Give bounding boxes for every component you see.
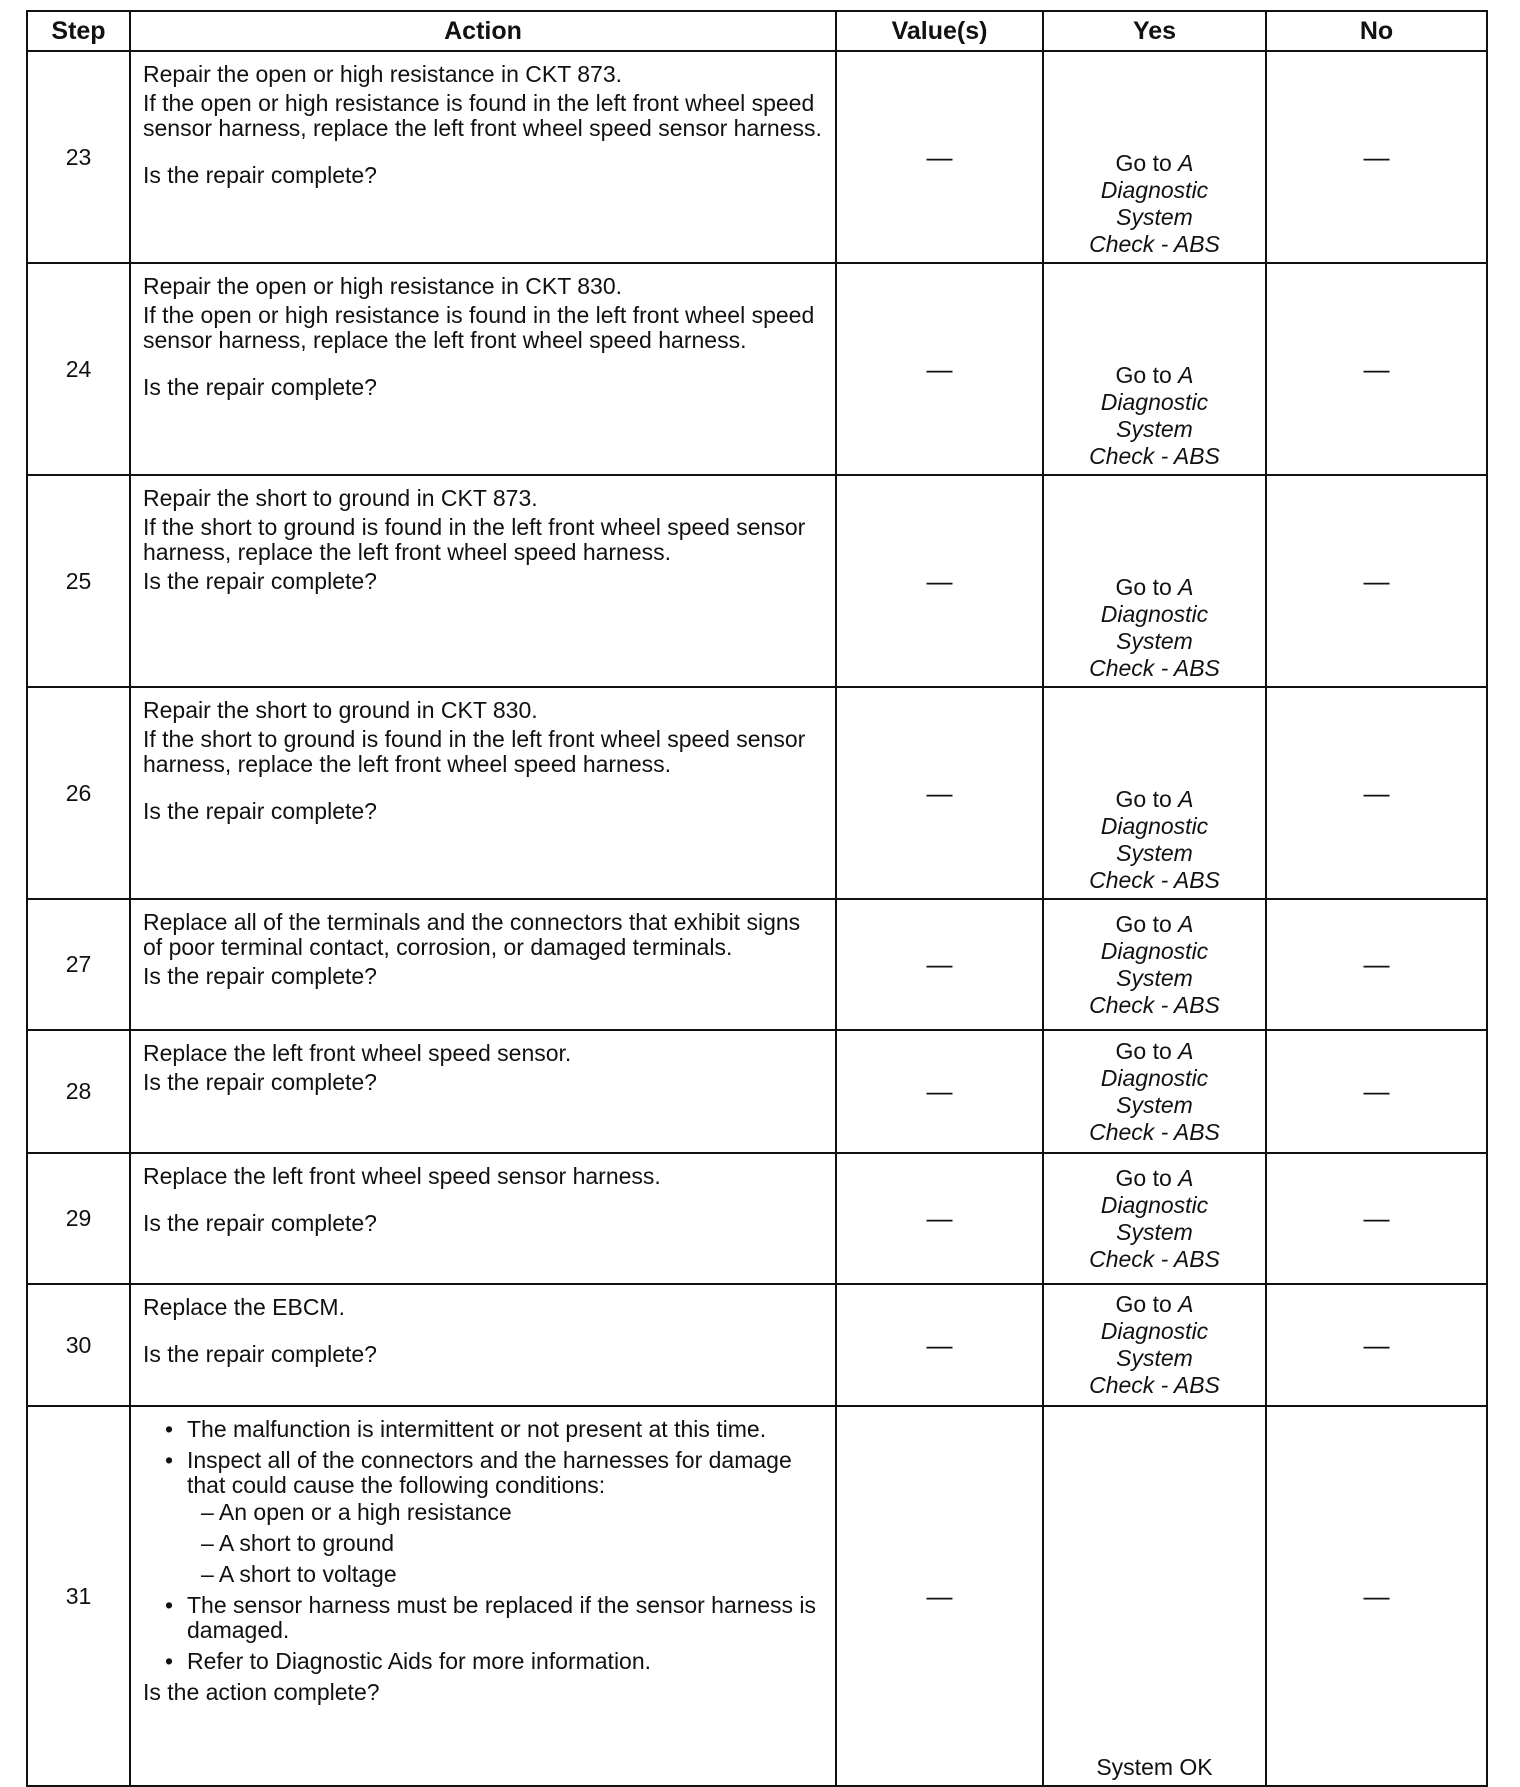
header-step: Step bbox=[27, 11, 130, 51]
header-yes: Yes bbox=[1043, 11, 1266, 51]
goto-target: System bbox=[1116, 1345, 1193, 1371]
value-cell: — bbox=[836, 1030, 1043, 1153]
goto-target: Diagnostic bbox=[1100, 1064, 1209, 1091]
action-question: Is the repair complete? bbox=[143, 963, 377, 989]
action-text: Repair the short to ground in CKT 873. bbox=[143, 485, 538, 511]
action-cell bbox=[130, 687, 836, 899]
goto-target: Diagnostic bbox=[1100, 813, 1209, 839]
value-cell: — bbox=[836, 263, 1043, 475]
action-cell bbox=[130, 1030, 836, 1153]
value-cell: — bbox=[836, 1406, 1043, 1786]
step-number: 24 bbox=[27, 263, 130, 475]
action-question: Is the action complete? bbox=[143, 1679, 380, 1705]
goto-target: Diagnostic bbox=[1100, 1318, 1209, 1344]
action-text: If the short to ground is found in the left front wheel speed sensor harness, replace the left front wheel speed harness. bbox=[143, 514, 806, 565]
diagnostic-table bbox=[26, 10, 1488, 1787]
action-question: Is the repair complete? bbox=[143, 1210, 377, 1236]
yes-cell bbox=[1043, 51, 1266, 263]
action-question: Is the repair complete? bbox=[143, 798, 377, 824]
bullet-item: • Refer to Diagnostic Aids for more information. bbox=[165, 1648, 652, 1674]
action-cell bbox=[130, 1284, 836, 1406]
header-row bbox=[27, 11, 1487, 51]
goto-target: Check - ABS bbox=[1089, 1118, 1220, 1145]
action-question: Is the repair complete? bbox=[143, 1341, 377, 1367]
goto-target: A bbox=[1178, 150, 1194, 176]
no-cell: — bbox=[1266, 51, 1487, 263]
yes-cell: System OK bbox=[1043, 1406, 1266, 1786]
action-cell bbox=[130, 1153, 836, 1284]
goto-target: A bbox=[1178, 362, 1194, 388]
yes-cell bbox=[1043, 1030, 1266, 1153]
goto-target: System bbox=[1116, 840, 1193, 866]
header-action: Action bbox=[130, 11, 836, 51]
table-row bbox=[27, 1153, 1487, 1284]
bullet-item: • Inspect all of the connectors and the harnesses for damage that could cause the following conditions: – An open or a high resistance – A short to ground – A short to voltage bbox=[163, 1448, 823, 1587]
action-question: Is the repair complete? bbox=[143, 1069, 377, 1095]
goto-target: System bbox=[1116, 964, 1193, 991]
value-cell: — bbox=[836, 1284, 1043, 1406]
goto-target: A bbox=[1178, 910, 1194, 937]
table-row bbox=[27, 263, 1487, 475]
header-no: No bbox=[1266, 11, 1487, 51]
action-text: If the short to ground is found in the left front wheel speed sensor harness, replace the left front wheel speed harness. bbox=[143, 726, 806, 777]
step-number: 28 bbox=[27, 1030, 130, 1153]
goto-target: Check - ABS bbox=[1089, 1372, 1220, 1398]
no-cell: — bbox=[1266, 1284, 1487, 1406]
goto-text: Go to bbox=[1115, 1291, 1172, 1317]
action-text: Replace all of the terminals and the connectors that exhibit signs of poor terminal contact, corrosion, or damaged terminals. bbox=[143, 909, 801, 960]
yes-cell bbox=[1043, 263, 1266, 475]
action-question: Is the repair complete? bbox=[143, 374, 377, 400]
table-row bbox=[27, 899, 1487, 1030]
no-cell: — bbox=[1266, 687, 1487, 899]
value-cell: — bbox=[836, 51, 1043, 263]
diagnostic-table-page bbox=[26, 10, 1486, 1787]
action-text: If the open or high resistance is found in the left front wheel speed sensor harness, replace the left front wheel speed sensor harness. bbox=[143, 90, 822, 141]
goto-text: Go to bbox=[1115, 150, 1172, 176]
action-cell bbox=[130, 51, 836, 263]
goto-target: A bbox=[1178, 574, 1194, 600]
yes-cell bbox=[1043, 1284, 1266, 1406]
value-cell: — bbox=[836, 899, 1043, 1030]
goto-target: Check - ABS bbox=[1089, 231, 1220, 257]
no-cell: — bbox=[1266, 1030, 1487, 1153]
condition-item: – A short to voltage bbox=[201, 1561, 397, 1587]
step-number: 30 bbox=[27, 1284, 130, 1406]
action-cell bbox=[130, 899, 836, 1030]
action-text: Replace the EBCM. bbox=[143, 1294, 345, 1320]
yes-cell bbox=[1043, 687, 1266, 899]
no-cell: — bbox=[1266, 899, 1487, 1030]
table-row bbox=[27, 1406, 1487, 1786]
goto-target: Diagnostic bbox=[1100, 937, 1209, 964]
no-cell: — bbox=[1266, 475, 1487, 687]
no-cell: — bbox=[1266, 263, 1487, 475]
goto-target: Check - ABS bbox=[1089, 867, 1220, 893]
goto-target: A bbox=[1178, 1037, 1194, 1064]
goto-target: A bbox=[1178, 786, 1194, 812]
bullet-list bbox=[143, 1417, 823, 1674]
goto-target: Diagnostic bbox=[1100, 1191, 1209, 1218]
goto-text: Go to bbox=[1115, 1037, 1172, 1064]
action-text: Repair the short to ground in CKT 830. bbox=[143, 697, 538, 723]
goto-text: Go to bbox=[1115, 786, 1172, 812]
table-row bbox=[27, 687, 1487, 899]
condition-item: – An open or a high resistance bbox=[201, 1499, 512, 1525]
goto-text: Go to bbox=[1115, 574, 1172, 600]
value-cell: — bbox=[836, 475, 1043, 687]
action-question: Is the repair complete? bbox=[143, 568, 377, 594]
action-cell bbox=[130, 263, 836, 475]
action-text: Replace the left front wheel speed sensor. bbox=[143, 1040, 572, 1066]
goto-text: Go to bbox=[1115, 1164, 1172, 1191]
action-cell bbox=[130, 475, 836, 687]
goto-target: System bbox=[1116, 1091, 1193, 1118]
goto-target: System bbox=[1116, 1218, 1193, 1245]
no-cell: — bbox=[1266, 1406, 1487, 1786]
goto-target: Check - ABS bbox=[1089, 443, 1220, 469]
step-number: 31 bbox=[27, 1406, 130, 1786]
action-text: Repair the open or high resistance in CKT 873. bbox=[143, 61, 623, 87]
yes-cell bbox=[1043, 899, 1266, 1030]
goto-target: Check - ABS bbox=[1089, 991, 1220, 1018]
goto-text: Go to bbox=[1115, 362, 1172, 388]
table-row bbox=[27, 1284, 1487, 1406]
step-number: 27 bbox=[27, 899, 130, 1030]
action-text: Replace the left front wheel speed sensor harness. bbox=[143, 1163, 661, 1189]
goto-target: System bbox=[1116, 416, 1193, 442]
action-text: If the open or high resistance is found in the left front wheel speed sensor harness, replace the left front wheel speed harness. bbox=[143, 302, 815, 353]
table-row bbox=[27, 475, 1487, 687]
bullet-item: • The malfunction is intermittent or not present at this time. bbox=[165, 1416, 767, 1442]
goto-text: Go to bbox=[1115, 910, 1172, 937]
goto-target: Check - ABS bbox=[1089, 1245, 1220, 1272]
step-number: 29 bbox=[27, 1153, 130, 1284]
goto-target: Diagnostic bbox=[1100, 601, 1209, 627]
condition-list bbox=[187, 1500, 823, 1587]
action-cell bbox=[130, 1406, 836, 1786]
action-text: Repair the open or high resistance in CKT 830. bbox=[143, 273, 623, 299]
step-number: 25 bbox=[27, 475, 130, 687]
goto-target: Diagnostic bbox=[1100, 177, 1209, 203]
table-row bbox=[27, 1030, 1487, 1153]
value-cell: — bbox=[836, 687, 1043, 899]
step-number: 23 bbox=[27, 51, 130, 263]
goto-target: Check - ABS bbox=[1089, 655, 1220, 681]
condition-item: – A short to ground bbox=[201, 1530, 395, 1556]
action-question: Is the repair complete? bbox=[143, 162, 377, 188]
goto-target: A bbox=[1178, 1164, 1194, 1191]
header-values: Value(s) bbox=[836, 11, 1043, 51]
no-cell: — bbox=[1266, 1153, 1487, 1284]
bullet-item: • The sensor harness must be replaced if the sensor harness is damaged. bbox=[165, 1592, 816, 1643]
goto-target: System bbox=[1116, 204, 1193, 230]
value-cell: — bbox=[836, 1153, 1043, 1284]
yes-cell bbox=[1043, 1153, 1266, 1284]
yes-cell bbox=[1043, 475, 1266, 687]
step-number: 26 bbox=[27, 687, 130, 899]
goto-target: A bbox=[1178, 1291, 1194, 1317]
goto-target: System bbox=[1116, 628, 1193, 654]
goto-target: Diagnostic bbox=[1100, 389, 1209, 415]
table-row bbox=[27, 51, 1487, 263]
